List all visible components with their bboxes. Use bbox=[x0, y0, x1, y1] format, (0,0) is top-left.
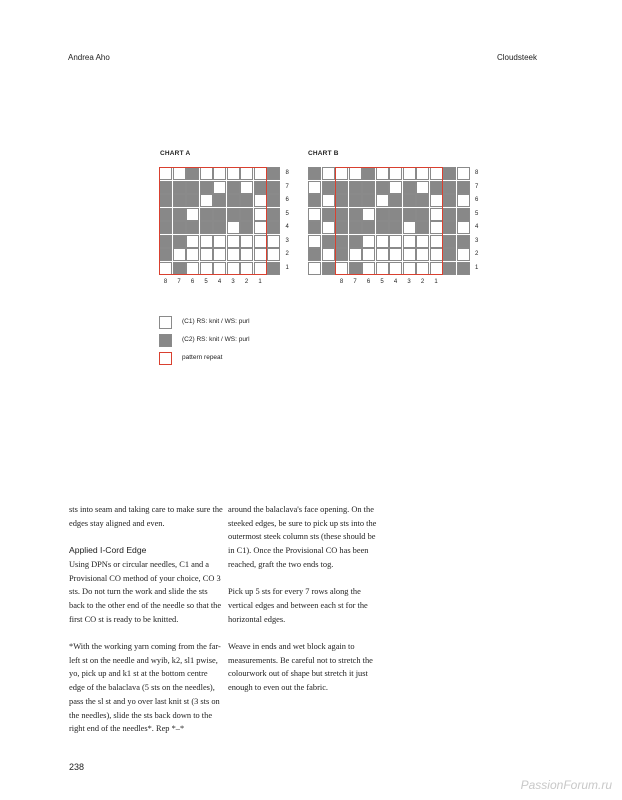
text-column-1 bbox=[69, 503, 224, 750]
chart-cell bbox=[457, 235, 470, 248]
chart-cell bbox=[430, 181, 443, 194]
chart-cell bbox=[240, 262, 253, 275]
chart-cell bbox=[376, 235, 389, 248]
chart-cell bbox=[362, 248, 375, 261]
chart-cell bbox=[267, 235, 280, 248]
chart-cell bbox=[227, 208, 240, 221]
chart-cell bbox=[362, 167, 375, 180]
chart-cell bbox=[254, 181, 267, 194]
row-number: 7 bbox=[285, 183, 289, 190]
chart-cell bbox=[240, 194, 253, 207]
chart-cell bbox=[389, 167, 402, 180]
chart-cell bbox=[173, 181, 186, 194]
watermark: PassionForum.ru bbox=[520, 778, 612, 792]
chart-cell bbox=[416, 167, 429, 180]
chart-cell bbox=[376, 221, 389, 234]
chart-cell bbox=[335, 221, 348, 234]
chart-cell bbox=[403, 235, 416, 248]
chart-cell bbox=[389, 181, 402, 194]
chart-cell bbox=[227, 235, 240, 248]
chart-cell bbox=[213, 194, 226, 207]
chart-cell bbox=[213, 221, 226, 234]
chart-cell bbox=[430, 235, 443, 248]
chart-cell bbox=[200, 235, 213, 248]
column-number: 6 bbox=[190, 279, 195, 285]
column-number: 6 bbox=[366, 279, 371, 285]
paragraph: *With the working yarn coming from the far-left st on the needle and wyib, k2, sl1 pwise, yo, pick up and k1 st at the bottom centre edge of the balaclava (5 sts on the needles), pass the sl st and yo over last knit st (3 sts on the needles), slide the sts back down to the right end of the needles*. Rep *–* bbox=[69, 642, 221, 734]
chart-cell bbox=[443, 262, 456, 275]
chart-cell bbox=[254, 194, 267, 207]
chart-cell bbox=[254, 262, 267, 275]
chart-cell bbox=[200, 208, 213, 221]
chart-cell bbox=[403, 262, 416, 275]
chart-cell bbox=[362, 194, 375, 207]
chart-cell bbox=[443, 235, 456, 248]
column-number: 7 bbox=[177, 279, 181, 285]
chart-cell bbox=[227, 221, 240, 234]
legend-dark-swatch bbox=[159, 334, 172, 347]
chart-cell bbox=[254, 235, 267, 248]
chart-cell bbox=[213, 248, 226, 261]
chart-cell bbox=[443, 248, 456, 261]
chart-cell bbox=[308, 235, 321, 248]
chart-cell bbox=[267, 262, 280, 275]
chart-a-title: CHART A bbox=[160, 150, 191, 157]
chart-cell bbox=[416, 221, 429, 234]
chart-cell bbox=[416, 235, 429, 248]
chart-cell bbox=[159, 208, 172, 221]
chart-cell bbox=[186, 181, 199, 194]
paragraph: Weave in ends and wet block again to measurements. Be careful not to stretch the colourwork out of shape but stretch it just enough to even out the fabric. bbox=[228, 642, 373, 693]
chart-cell bbox=[403, 181, 416, 194]
chart-cell bbox=[308, 194, 321, 207]
chart-cell bbox=[416, 208, 429, 221]
chart-cell bbox=[430, 167, 443, 180]
chart-cell bbox=[349, 248, 362, 261]
chart-cell bbox=[159, 262, 172, 275]
chart-cell bbox=[267, 194, 280, 207]
chart-cell bbox=[457, 194, 470, 207]
chart-cell bbox=[159, 221, 172, 234]
chart-cell bbox=[200, 194, 213, 207]
paragraph: Pick up 5 sts for every 7 rows along the vertical edges and between each st for the horizontal edges. bbox=[228, 587, 368, 624]
row-number: 3 bbox=[285, 237, 289, 244]
chart-cell bbox=[416, 262, 429, 275]
chart-cell bbox=[362, 235, 375, 248]
column-number: 1 bbox=[258, 279, 262, 285]
chart-cell bbox=[335, 262, 348, 275]
paragraph: sts into seam and taking care to make sure the edges stay aligned and even. bbox=[69, 505, 223, 528]
chart-cell bbox=[349, 262, 362, 275]
chart-cell bbox=[430, 194, 443, 207]
chart-cell bbox=[186, 194, 199, 207]
chart-cell bbox=[349, 194, 362, 207]
chart-cell bbox=[349, 235, 362, 248]
chart-cell bbox=[376, 167, 389, 180]
chart-cell bbox=[322, 181, 335, 194]
chart-cell bbox=[173, 235, 186, 248]
chart-cell bbox=[213, 235, 226, 248]
chart-cell bbox=[173, 208, 186, 221]
column-number: 5 bbox=[380, 279, 384, 285]
chart-cell bbox=[213, 181, 226, 194]
chart-cell bbox=[403, 194, 416, 207]
chart-cell bbox=[159, 235, 172, 248]
page-number: 238 bbox=[69, 762, 85, 772]
chart-cell bbox=[430, 248, 443, 261]
chart-cell bbox=[322, 248, 335, 261]
chart-cell bbox=[389, 248, 402, 261]
chart-cell bbox=[227, 167, 240, 180]
chart-cell bbox=[254, 248, 267, 261]
legend-repeat-label: pattern repeat bbox=[182, 354, 223, 361]
chart-cell bbox=[200, 181, 213, 194]
chart-cell bbox=[227, 194, 240, 207]
chart-cell bbox=[335, 167, 348, 180]
chart-cell bbox=[457, 167, 470, 180]
chart-cell bbox=[457, 181, 470, 194]
row-number: 2 bbox=[475, 251, 479, 257]
chart-cell bbox=[173, 194, 186, 207]
row-number: 4 bbox=[285, 224, 289, 230]
chart-cell bbox=[173, 221, 186, 234]
chart-cell bbox=[362, 221, 375, 234]
chart-cell bbox=[443, 194, 456, 207]
chart-cell bbox=[213, 167, 226, 180]
chart-cell bbox=[173, 248, 186, 261]
row-number: 1 bbox=[475, 264, 479, 271]
chart-cell bbox=[362, 181, 375, 194]
chart-cell bbox=[240, 208, 253, 221]
chart-cell bbox=[240, 235, 253, 248]
section-heading: Applied I-Cord Edge bbox=[69, 545, 147, 556]
chart-cell bbox=[376, 194, 389, 207]
chart-cell bbox=[308, 167, 321, 180]
chart-cell bbox=[227, 248, 240, 261]
chart-cell bbox=[213, 208, 226, 221]
chart-cell bbox=[430, 262, 443, 275]
row-number: 2 bbox=[285, 251, 289, 257]
chart-cell bbox=[240, 248, 253, 261]
chart-cell bbox=[416, 194, 429, 207]
chart-cell bbox=[254, 208, 267, 221]
column-number: 2 bbox=[244, 279, 249, 285]
row-number: 3 bbox=[475, 237, 479, 244]
row-number: 5 bbox=[285, 210, 289, 217]
column-number: 3 bbox=[407, 279, 411, 285]
chart-cell bbox=[457, 208, 470, 221]
chart-cell bbox=[403, 208, 416, 221]
chart-cell bbox=[200, 221, 213, 234]
chart-cell bbox=[430, 208, 443, 221]
row-number: 7 bbox=[475, 183, 479, 190]
chart-cell bbox=[254, 167, 267, 180]
chart-cell bbox=[322, 235, 335, 248]
chart-cell bbox=[308, 262, 321, 275]
chart-cell bbox=[186, 208, 199, 221]
chart-cell bbox=[403, 248, 416, 261]
legend-c1-label: (C1) RS: knit / WS: purl bbox=[182, 318, 250, 325]
chart-cell bbox=[457, 248, 470, 261]
chart-cell bbox=[267, 208, 280, 221]
chart-cell bbox=[335, 235, 348, 248]
chart-cell bbox=[389, 221, 402, 234]
chart-cell bbox=[227, 181, 240, 194]
chart-cell bbox=[335, 194, 348, 207]
column-number: 5 bbox=[204, 279, 208, 285]
chart-cell bbox=[443, 167, 456, 180]
chart-cell bbox=[389, 194, 402, 207]
chart-cell bbox=[267, 221, 280, 234]
chart-cell bbox=[186, 235, 199, 248]
column-number: 1 bbox=[434, 279, 438, 285]
row-number: 5 bbox=[475, 210, 479, 217]
pattern-name: Cloudsteek bbox=[496, 53, 537, 62]
chart-cell bbox=[159, 248, 172, 261]
column-number: 7 bbox=[353, 279, 357, 285]
chart-cell bbox=[200, 248, 213, 261]
column-number: 2 bbox=[420, 279, 425, 285]
chart-cell bbox=[159, 194, 172, 207]
text-column-2 bbox=[228, 503, 383, 709]
column-number: 8 bbox=[163, 279, 168, 285]
chart-cell bbox=[362, 208, 375, 221]
row-number: 1 bbox=[285, 264, 289, 271]
chart-cell bbox=[322, 208, 335, 221]
paragraph: around the balaclava's face opening. On the steeked edges, be sure to pick up sts into the outermost steek column sts (these should be in C1). Once the Provisional CO has been reached, graft the two ends tog. bbox=[228, 505, 377, 569]
chart-cell bbox=[457, 262, 470, 275]
chart-cell bbox=[308, 208, 321, 221]
chart-cell bbox=[376, 262, 389, 275]
chart-cell bbox=[389, 208, 402, 221]
chart-cell bbox=[443, 181, 456, 194]
chart-cell bbox=[267, 181, 280, 194]
chart-cell bbox=[267, 167, 280, 180]
chart-cell bbox=[200, 167, 213, 180]
chart-cell bbox=[308, 221, 321, 234]
chart-cell bbox=[335, 248, 348, 261]
chart-cell bbox=[376, 248, 389, 261]
author-name: Andrea Aho bbox=[68, 53, 110, 62]
legend-c2-label: (C2) RS: knit / WS: purl bbox=[182, 336, 250, 343]
column-number: 4 bbox=[217, 279, 222, 285]
chart-cell bbox=[173, 167, 186, 180]
chart-cell bbox=[186, 167, 199, 180]
row-number: 8 bbox=[475, 170, 479, 176]
chart-cell bbox=[349, 181, 362, 194]
chart-cell bbox=[335, 181, 348, 194]
chart-cell bbox=[416, 248, 429, 261]
chart-cell bbox=[376, 208, 389, 221]
chart-cell bbox=[267, 248, 280, 261]
chart-cell bbox=[213, 262, 226, 275]
chart-cell bbox=[240, 221, 253, 234]
row-number: 6 bbox=[285, 197, 289, 203]
chart-cell bbox=[376, 181, 389, 194]
chart-cell bbox=[186, 262, 199, 275]
chart-cell bbox=[240, 167, 253, 180]
column-number: 8 bbox=[339, 279, 344, 285]
chart-cell bbox=[457, 221, 470, 234]
chart-cell bbox=[389, 235, 402, 248]
chart-cell bbox=[308, 181, 321, 194]
chart-cell bbox=[322, 194, 335, 207]
chart-cell bbox=[443, 208, 456, 221]
chart-cell bbox=[173, 262, 186, 275]
paragraph: Using DPNs or circular needles, C1 and a Provisional CO method of your choice, CO 3 sts. Do not turn the work and slide the sts back to the other end of the needle so that the first CO st is ready to be knitted. bbox=[69, 559, 222, 624]
chart-cell bbox=[335, 208, 348, 221]
chart-cell bbox=[349, 167, 362, 180]
chart-cell bbox=[443, 221, 456, 234]
row-number: 4 bbox=[475, 224, 479, 230]
chart-cell bbox=[349, 221, 362, 234]
chart-cell bbox=[322, 262, 335, 275]
chart-cell bbox=[200, 262, 213, 275]
chart-cell bbox=[308, 248, 321, 261]
chart-cell bbox=[416, 181, 429, 194]
chart-cell bbox=[159, 167, 172, 180]
chart-cell bbox=[254, 221, 267, 234]
row-number: 6 bbox=[475, 197, 479, 203]
chart-cell bbox=[227, 262, 240, 275]
chart-b-title: CHART B bbox=[308, 150, 339, 157]
row-number: 8 bbox=[285, 170, 289, 176]
legend-repeat-swatch bbox=[159, 352, 172, 365]
chart-cell bbox=[186, 248, 199, 261]
column-number: 4 bbox=[393, 279, 398, 285]
chart-cell bbox=[430, 221, 443, 234]
chart-cell bbox=[186, 221, 199, 234]
chart-cell bbox=[403, 167, 416, 180]
chart-cell bbox=[403, 221, 416, 234]
column-number: 3 bbox=[231, 279, 235, 285]
chart-cell bbox=[159, 181, 172, 194]
chart-cell bbox=[389, 262, 402, 275]
chart-cell bbox=[240, 181, 253, 194]
legend-light-swatch bbox=[159, 316, 172, 329]
chart-cell bbox=[362, 262, 375, 275]
chart-cell bbox=[322, 221, 335, 234]
chart-cell bbox=[322, 167, 335, 180]
chart-cell bbox=[349, 208, 362, 221]
